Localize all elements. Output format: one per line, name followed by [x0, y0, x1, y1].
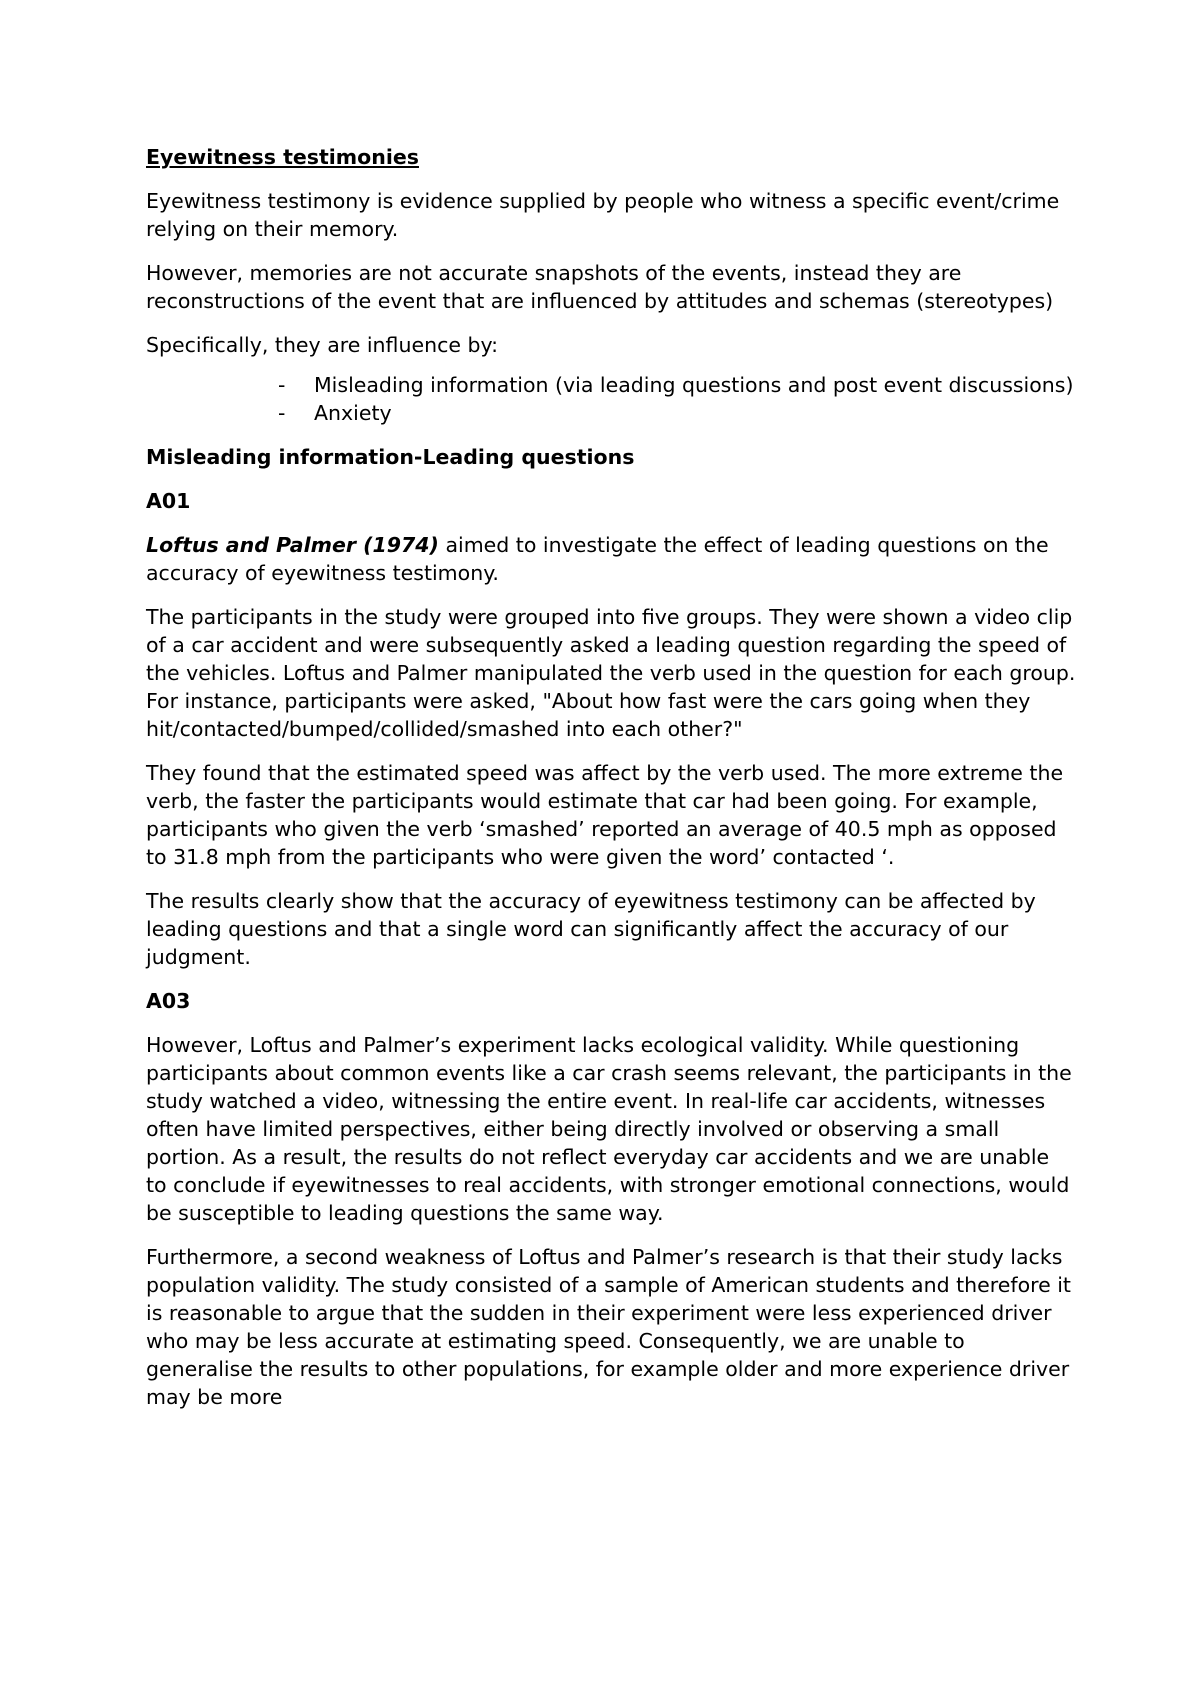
paragraph-ecological-validity: However, Loftus and Palmer’s experiment lacks ecological validity. While questioning participants about common events like a car crash seems relevant, the participants in the study watched a video, witnessing the entire event. In real-life car accidents, witnesses often have limited perspectives, either being directly involved or observing a small portion. As a result, the results do not reflect everyday car accidents and we are unable to conclude if eyewitnesses to real accidents, with stronger emotional connections, would be susceptible to leading questions the same way.	[146, 1033, 1072, 1225]
study-aim-text: aimed to investigate the effect of leading questions on the accuracy of eyewitness testimony.	[146, 533, 1049, 585]
document-page	[146, 143, 1076, 1427]
paragraph-procedure: The participants in the study were grouped into five groups. They were shown a video clip of a car accident and were subsequently asked a leading question regarding the speed of the vehicles. Loftus and Palmer manipulated the verb used in the question for each group. For instance, participants were asked, "About how fast were the cars going when they hit/contacted/bumped/collided/smashed into each other?"	[146, 605, 1076, 741]
paragraph-reconstruction: However, memories are not accurate snapshots of the events, instead they are reconstructions of the event that are influenced by attitudes and schemas (stereotypes)	[146, 261, 1054, 313]
list-item-text: Anxiety	[314, 401, 392, 425]
paragraph-findings: They found that the estimated speed was affect by the verb used. The more extreme the verb, the faster the participants would estimate that car had been going. For example, participants who given the verb ‘smashed’ reported an average of 40.5 mph as opposed to 31.8 mph from the participants who were given the word’ contacted ‘.	[146, 761, 1064, 869]
paragraph-influences-intro: Specifically, they are influence by:	[146, 333, 499, 357]
list-item	[278, 371, 1076, 399]
study-citation: Loftus and Palmer (1974)	[146, 533, 439, 557]
influences-list	[146, 371, 1076, 427]
paragraph-population-validity: Furthermore, a second weakness of Loftus and Palmer’s research is that their study lacks population validity. The study consisted of a sample of American students and therefore it is reasonable to argue that the sudden in their experiment were less experienced driver who may be less accurate at estimating speed. Consequently, we are unable to generalise the results to other populations, for example older and more experience driver may be more	[146, 1245, 1071, 1409]
paragraph-conclusion: The results clearly show that the accuracy of eyewitness testimony can be affected by leading questions and that a single word can significantly affect the accuracy of our judgment.	[146, 889, 1036, 969]
section-heading-a01: A01	[146, 489, 191, 513]
list-item-text: Misleading information (via leading questions and post event discussions)	[314, 373, 1074, 397]
section-heading-a03: A03	[146, 989, 191, 1013]
section-heading-misleading: Misleading information-Leading questions	[146, 445, 635, 469]
dash-bullet: -	[278, 373, 286, 397]
list-item	[278, 399, 1076, 427]
paragraph-definition: Eyewitness testimony is evidence supplied by people who witness a specific event/crime relying on their memory.	[146, 189, 1060, 241]
dash-bullet: -	[278, 401, 286, 425]
document-title: Eyewitness testimonies	[146, 145, 419, 169]
paragraph-study-aim	[146, 531, 1076, 587]
